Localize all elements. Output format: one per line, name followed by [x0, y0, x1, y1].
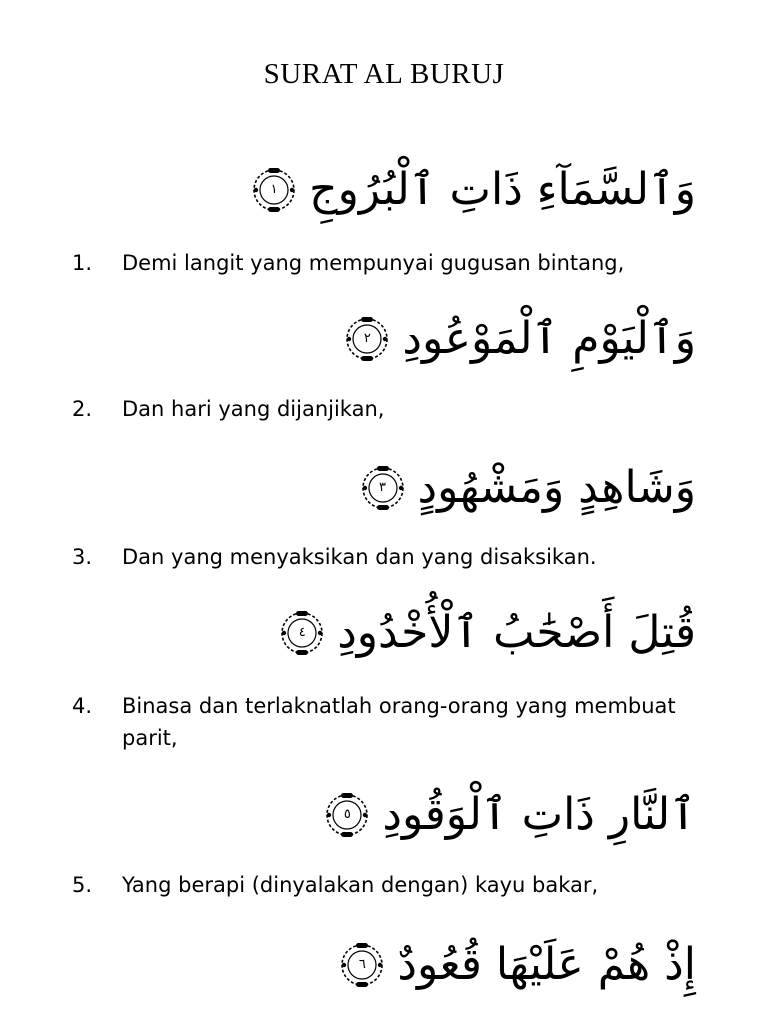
ayah-number: ٢ — [363, 331, 371, 346]
arabic-text: إِذْ هُمْ عَلَيْهَا قُعُودٌ — [397, 938, 696, 990]
ayah-end-marker-icon — [339, 942, 385, 988]
ayah-number: ٥ — [343, 807, 351, 822]
arabic-text: قُتِلَ أَصْحَٰبُ ٱلْأُخْدُودِ — [337, 606, 696, 658]
translation-number: 4. — [72, 694, 93, 718]
translation-text: Dan hari yang dijanjikan, — [122, 397, 385, 421]
arabic-text: وَشَاهِدٍ وَمَشْهُودٍ — [417, 461, 696, 513]
ayah-end-marker-icon — [279, 610, 325, 656]
ayah-2 — [344, 294, 696, 384]
ayah-end-marker-icon — [251, 167, 297, 213]
translation-number: 5. — [72, 873, 93, 897]
page-title: SURAT AL BURUJ — [263, 58, 505, 90]
translation-2 — [72, 393, 702, 425]
ayah-6 — [339, 920, 696, 1010]
translation-number: 2. — [72, 397, 93, 421]
translation-5 — [72, 869, 702, 901]
translation-number: 3. — [72, 545, 93, 569]
ayah-4 — [279, 588, 696, 678]
arabic-text: وَٱلْيَوْمِ ٱلْمَوْعُودِ — [402, 312, 696, 364]
translation-text: Yang berapi (dinyalakan dengan) kayu bakar, — [122, 873, 599, 897]
ayah-5 — [324, 770, 696, 860]
ayah-number: ٤ — [298, 625, 306, 640]
translation-3 — [72, 541, 702, 573]
ayah-end-marker-icon — [360, 465, 406, 511]
translation-text: Demi langit yang mempunyai gugusan bintang, — [122, 251, 625, 275]
translation-4 — [72, 690, 702, 754]
ayah-end-marker-icon — [324, 792, 370, 838]
translation-text: Dan yang menyaksikan dan yang disaksikan. — [122, 545, 597, 569]
translation-number: 1. — [72, 251, 93, 275]
ayah-number: ٦ — [358, 957, 366, 972]
ayah-number: ١ — [270, 182, 278, 197]
arabic-text: وَٱلسَّمَآءِ ذَاتِ ٱلْبُرُوجِ — [309, 163, 696, 215]
translation-1 — [72, 247, 702, 279]
arabic-text: ٱلنَّارِ ذَاتِ ٱلْوَقُودِ — [382, 788, 696, 840]
ayah-number: ٣ — [379, 480, 386, 495]
ayah-3 — [360, 443, 696, 533]
translation-text: Binasa dan terlaknatlah orang-orang yang membuat parit, — [122, 694, 676, 750]
ayah-end-marker-icon — [344, 316, 390, 362]
ayah-1 — [251, 145, 696, 235]
